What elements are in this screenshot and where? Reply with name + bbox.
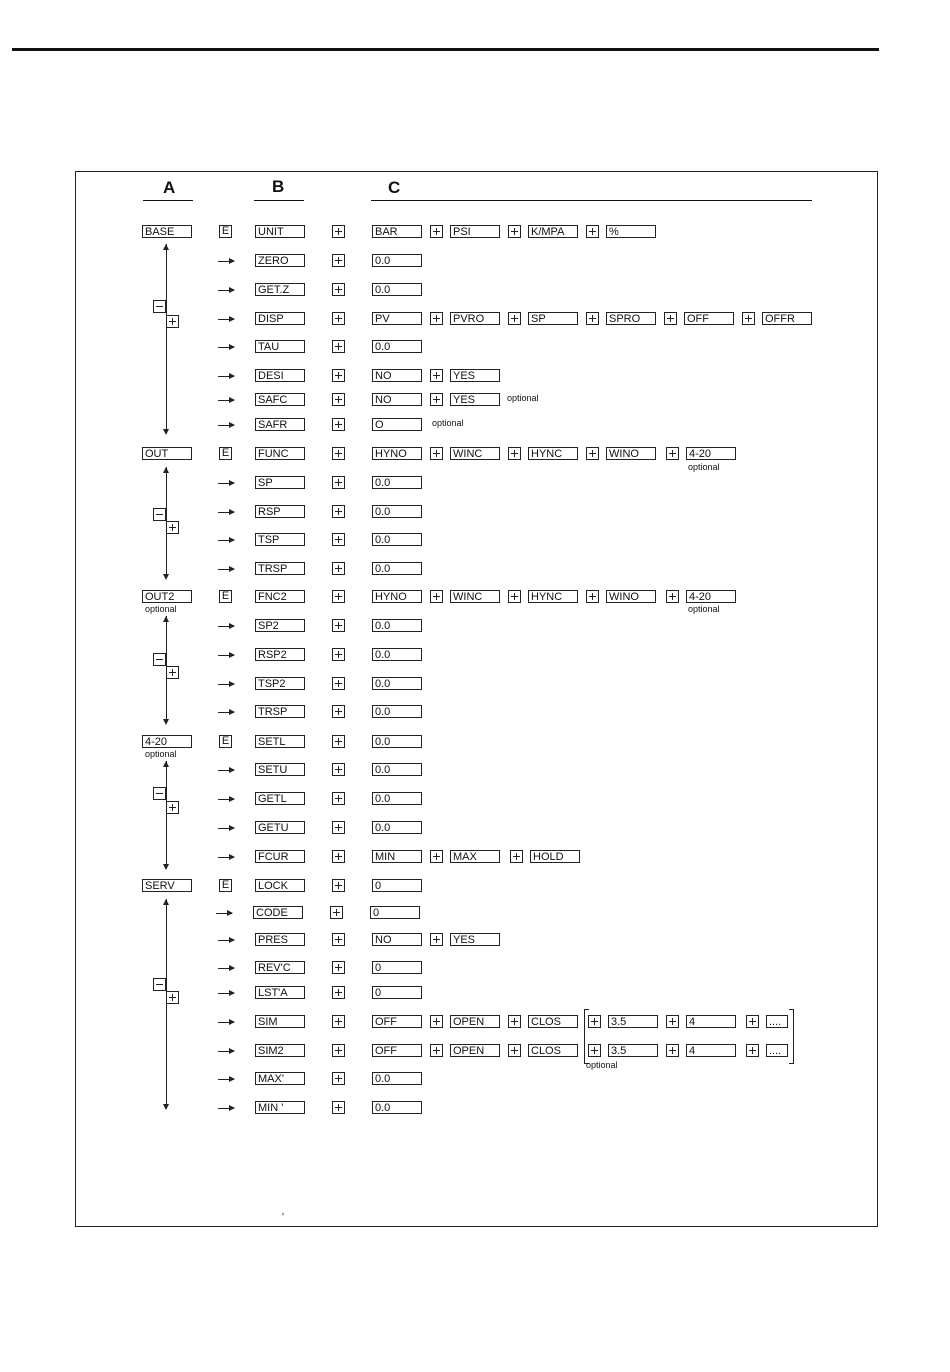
param-sp2: SP2 (255, 619, 305, 632)
param-sim: SIM (255, 1015, 305, 1028)
plus-key-icon (508, 312, 521, 325)
plus-key-icon (332, 850, 345, 863)
value-box: HYNO (372, 590, 422, 603)
stray-mark: ' (282, 1212, 284, 1223)
param-disp: DISP (255, 312, 305, 325)
group-4-20-box: 4-20 (142, 735, 192, 748)
value-box: MIN (372, 850, 422, 863)
plus-key-icon (332, 418, 345, 431)
arrow-down-icon (163, 719, 169, 725)
plus-key-icon (586, 590, 599, 603)
column-b-underline (254, 200, 304, 201)
plus-key-icon (746, 1015, 759, 1028)
arrow-up-icon (163, 616, 169, 622)
arrow-right-icon (218, 684, 234, 685)
plus-key-icon (430, 1015, 443, 1028)
plus-key-icon (332, 283, 345, 296)
arrow-right-icon (218, 1108, 234, 1109)
param-func: FUNC (255, 447, 305, 460)
plus-key-icon (666, 590, 679, 603)
value-box: .... (766, 1044, 788, 1057)
param-unit: UNIT (255, 225, 305, 238)
plus-key-icon (742, 312, 755, 325)
value-box: 0.0 (372, 476, 422, 489)
param-trsp2: TRSP (255, 705, 305, 718)
value-box: .... (766, 1015, 788, 1028)
plus-key-icon (332, 648, 345, 661)
param-setu: SETU (255, 763, 305, 776)
plus-key-icon (508, 447, 521, 460)
e-key-icon: E (219, 447, 232, 460)
value-box: 3.5 (608, 1015, 658, 1028)
plus-key-icon (430, 225, 443, 238)
optional-bracket-left (584, 1009, 589, 1064)
plus-key-icon (332, 369, 345, 382)
arrow-up-icon (163, 244, 169, 250)
value-box: CLOS (528, 1044, 578, 1057)
arrow-up-icon (163, 761, 169, 767)
value-box: 0.0 (372, 533, 422, 546)
arrow-down-icon (163, 864, 169, 870)
value-box: PSI (450, 225, 500, 238)
value-box: WINO (606, 447, 656, 460)
plus-key-icon (166, 991, 179, 1004)
plus-key-icon (166, 666, 179, 679)
plus-key-icon (332, 1015, 345, 1028)
arrow-right-icon (218, 993, 234, 994)
value-box: HYNO (372, 447, 422, 460)
value-box: 4 (686, 1044, 736, 1057)
value-box: OFF (372, 1044, 422, 1057)
plus-key-icon (666, 1015, 679, 1028)
value-box: YES (450, 369, 500, 382)
arrow-up-icon (163, 899, 169, 905)
arrow-right-icon (218, 626, 234, 627)
plus-key-icon (332, 961, 345, 974)
optional-note: optional (688, 462, 720, 472)
plus-key-icon (332, 340, 345, 353)
value-box: 0.0 (372, 792, 422, 805)
top-rule (12, 48, 879, 51)
value-box: 0 (372, 879, 422, 892)
value-box: 4-20 (686, 447, 736, 460)
arrow-right-icon (218, 655, 234, 656)
arrow-right-icon (218, 569, 234, 570)
param-sim2: SIM2 (255, 1044, 305, 1057)
plus-key-icon (332, 505, 345, 518)
plus-key-icon (666, 1044, 679, 1057)
minus-key-icon (153, 508, 166, 521)
plus-key-icon (332, 393, 345, 406)
column-a-underline (143, 200, 193, 201)
plus-key-icon (332, 562, 345, 575)
param-getu: GETU (255, 821, 305, 834)
value-box: 0 (370, 906, 420, 919)
value-box: 0.0 (372, 505, 422, 518)
plus-key-icon (746, 1044, 759, 1057)
param-min: MIN ' (255, 1101, 305, 1114)
plus-key-icon (332, 533, 345, 546)
value-box: 0.0 (372, 648, 422, 661)
value-box: 0.0 (372, 254, 422, 267)
plus-key-icon (332, 1101, 345, 1114)
param-lock: LOCK (255, 879, 305, 892)
value-box: K/MPA (528, 225, 578, 238)
group-base-range-line (166, 244, 167, 432)
diagram-frame (75, 171, 878, 1227)
optional-note: optional (507, 393, 539, 403)
plus-key-icon (330, 906, 343, 919)
arrow-right-icon (218, 319, 234, 320)
plus-key-icon (332, 447, 345, 460)
value-box: OPEN (450, 1044, 500, 1057)
plus-key-icon (430, 312, 443, 325)
param-max: MAX' (255, 1072, 305, 1085)
value-box: WINC (450, 590, 500, 603)
arrow-right-icon (216, 913, 232, 914)
param-get-z: GET.Z (255, 283, 305, 296)
value-box: HOLD (530, 850, 580, 863)
arrow-right-icon (218, 712, 234, 713)
optional-note: optional (432, 418, 464, 428)
value-box: NO (372, 393, 422, 406)
value-box: 0.0 (372, 763, 422, 776)
value-box: SP (528, 312, 578, 325)
value-box: NO (372, 933, 422, 946)
group-4-20-range-line (166, 761, 167, 867)
param-tau: TAU (255, 340, 305, 353)
value-box: 0.0 (372, 705, 422, 718)
param-rsp: RSP (255, 505, 305, 518)
plus-key-icon (332, 619, 345, 632)
arrow-right-icon (218, 770, 234, 771)
group-out-box: OUT (142, 447, 192, 460)
value-box: 4-20 (686, 590, 736, 603)
param-fnc2: FNC2 (255, 590, 305, 603)
plus-key-icon (332, 735, 345, 748)
value-box: HYNC (528, 590, 578, 603)
plus-key-icon (332, 763, 345, 776)
plus-key-icon (332, 879, 345, 892)
plus-key-icon (666, 447, 679, 460)
value-box: YES (450, 933, 500, 946)
arrow-right-icon (218, 400, 234, 401)
e-key-icon: E (219, 590, 232, 603)
value-box: CLOS (528, 1015, 578, 1028)
e-key-icon: E (219, 225, 232, 238)
e-key-icon: E (219, 879, 232, 892)
arrow-right-icon (218, 968, 234, 969)
param-tsp2: TSP2 (255, 677, 305, 690)
plus-key-icon (586, 447, 599, 460)
param-sp: SP (255, 476, 305, 489)
value-box: 0.0 (372, 283, 422, 296)
value-box: 0.0 (372, 340, 422, 353)
plus-key-icon (166, 315, 179, 328)
plus-key-icon (508, 590, 521, 603)
column-header-a: A (163, 178, 176, 197)
column-header-c: C (388, 178, 401, 197)
param-trsp: TRSP (255, 562, 305, 575)
param-desi: DESI (255, 369, 305, 382)
plus-key-icon (430, 850, 443, 863)
plus-key-icon (332, 1072, 345, 1085)
plus-key-icon (332, 590, 345, 603)
param-pres: PRES (255, 933, 305, 946)
plus-key-icon (332, 821, 345, 834)
plus-key-icon (430, 393, 443, 406)
value-box: 0 (372, 961, 422, 974)
value-box: BAR (372, 225, 422, 238)
plus-key-icon (332, 677, 345, 690)
optional-note: optional (586, 1060, 618, 1070)
arrow-right-icon (218, 347, 234, 348)
value-box: HYNC (528, 447, 578, 460)
value-box: 0.0 (372, 1072, 422, 1085)
value-box: 3.5 (608, 1044, 658, 1057)
arrow-down-icon (163, 574, 169, 580)
plus-key-icon (332, 792, 345, 805)
plus-key-icon (430, 933, 443, 946)
plus-key-icon (508, 1044, 521, 1057)
e-key-icon: E (219, 735, 232, 748)
param-safr: SAFR (255, 418, 305, 431)
value-box: OFFR (762, 312, 812, 325)
param-code: CODE (253, 906, 303, 919)
value-box: YES (450, 393, 500, 406)
plus-key-icon (332, 476, 345, 489)
group-out2-box: OUT2 (142, 590, 192, 603)
arrow-right-icon (218, 1079, 234, 1080)
plus-key-icon (430, 590, 443, 603)
optional-bracket-right (789, 1009, 794, 1064)
minus-key-icon (153, 978, 166, 991)
value-box: 0.0 (372, 677, 422, 690)
value-box: % (606, 225, 656, 238)
optional-note: optional (688, 604, 720, 614)
plus-key-icon (430, 447, 443, 460)
plus-key-icon (588, 1044, 601, 1057)
arrow-right-icon (218, 799, 234, 800)
value-box: 0.0 (372, 821, 422, 834)
param-fcur: FCUR (255, 850, 305, 863)
value-box: SPRO (606, 312, 656, 325)
optional-note: optional (145, 749, 177, 759)
param-rev-c: REV'C (255, 961, 305, 974)
plus-key-icon (332, 1044, 345, 1057)
plus-key-icon (430, 369, 443, 382)
plus-key-icon (508, 1015, 521, 1028)
arrow-down-icon (163, 429, 169, 435)
minus-key-icon (153, 653, 166, 666)
arrow-right-icon (218, 1022, 234, 1023)
param-safc: SAFC (255, 393, 305, 406)
arrow-right-icon (218, 290, 234, 291)
arrow-up-icon (163, 467, 169, 473)
value-box: NO (372, 369, 422, 382)
value-box: 4 (686, 1015, 736, 1028)
minus-key-icon (153, 787, 166, 800)
param-lst-a: LST'A (255, 986, 305, 999)
arrow-right-icon (218, 940, 234, 941)
value-box: 0.0 (372, 1101, 422, 1114)
value-box: 0.0 (372, 619, 422, 632)
plus-key-icon (664, 312, 677, 325)
plus-key-icon (586, 312, 599, 325)
value-box: OPEN (450, 1015, 500, 1028)
plus-key-icon (332, 705, 345, 718)
value-box: 0 (372, 986, 422, 999)
group-serv-box: SERV (142, 879, 192, 892)
value-box: PV (372, 312, 422, 325)
value-box: 0.0 (372, 562, 422, 575)
param-rsp2: RSP2 (255, 648, 305, 661)
param-setl: SETL (255, 735, 305, 748)
plus-key-icon (332, 254, 345, 267)
plus-key-icon (166, 801, 179, 814)
value-box: O (372, 418, 422, 431)
optional-note: optional (145, 604, 177, 614)
arrow-right-icon (218, 261, 234, 262)
value-box: OFF (372, 1015, 422, 1028)
arrow-right-icon (218, 540, 234, 541)
plus-key-icon (166, 521, 179, 534)
value-box: WINO (606, 590, 656, 603)
plus-key-icon (588, 1015, 601, 1028)
plus-key-icon (586, 225, 599, 238)
column-header-b: B (272, 177, 285, 196)
arrow-right-icon (218, 425, 234, 426)
arrow-right-icon (218, 512, 234, 513)
plus-key-icon (430, 1044, 443, 1057)
group-base-box: BASE (142, 225, 192, 238)
plus-key-icon (332, 312, 345, 325)
minus-key-icon (153, 300, 166, 313)
value-box: WINC (450, 447, 500, 460)
param-tsp: TSP (255, 533, 305, 546)
plus-key-icon (510, 850, 523, 863)
plus-key-icon (332, 933, 345, 946)
plus-key-icon (332, 225, 345, 238)
column-c-underline (371, 200, 812, 201)
value-box: 0.0 (372, 735, 422, 748)
arrow-right-icon (218, 376, 234, 377)
plus-key-icon (332, 986, 345, 999)
param-getl: GETL (255, 792, 305, 805)
arrow-right-icon (218, 828, 234, 829)
arrow-down-icon (163, 1104, 169, 1110)
plus-key-icon (508, 225, 521, 238)
value-box: PVRO (450, 312, 500, 325)
param-zero: ZERO (255, 254, 305, 267)
arrow-right-icon (218, 857, 234, 858)
arrow-right-icon (218, 1051, 234, 1052)
arrow-right-icon (218, 483, 234, 484)
value-box: OFF (684, 312, 734, 325)
value-box: MAX (450, 850, 500, 863)
